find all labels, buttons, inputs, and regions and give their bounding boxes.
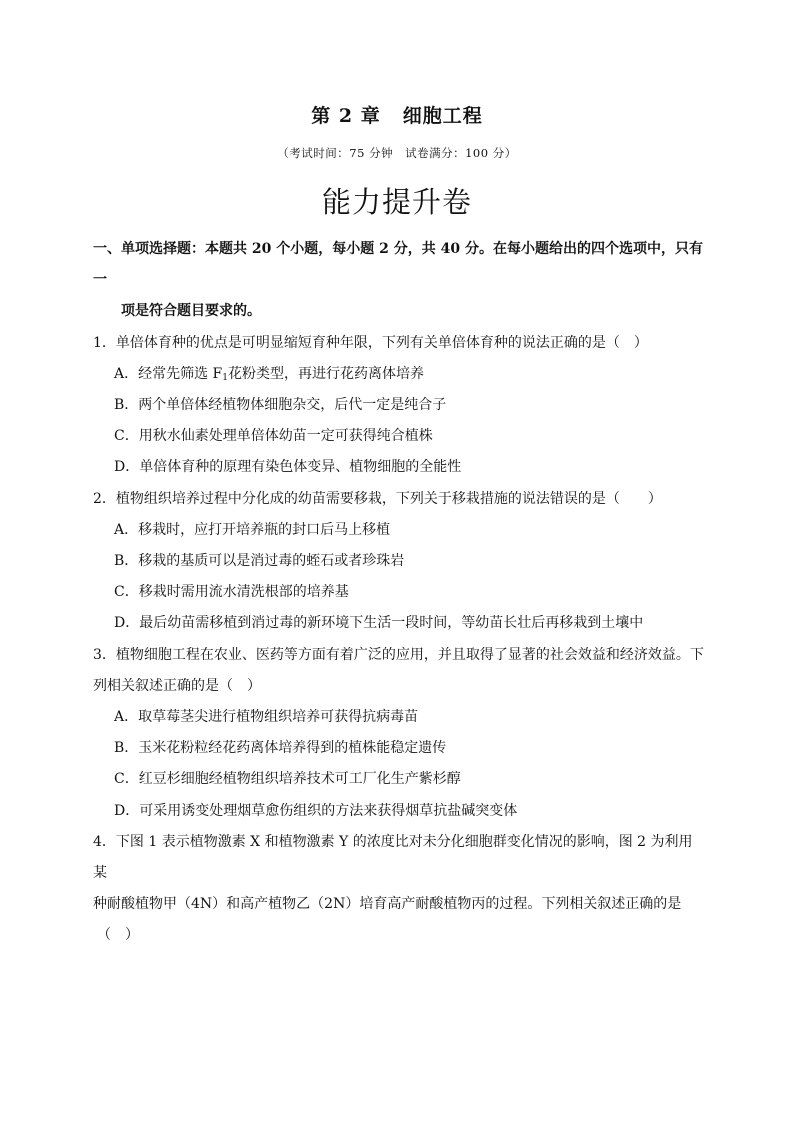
question-2 [93, 484, 705, 640]
question-3-option-b: B．玉米花粉粒经花药离体培养得到的植株能稳定遗传 [114, 740, 447, 757]
question-3-option-c: C．红豆杉细胞经植物组织培养技术可工厂化生产紫杉醇 [114, 771, 461, 788]
question-1-option-b: B．两个单倍体经植物体细胞杂交，后代一定是纯合子 [114, 397, 447, 414]
question-1 [93, 328, 705, 484]
question-content [93, 234, 705, 952]
question-1-option-d: D．单倍体育种的原理有染色体变异、植物细胞的全能性 [114, 459, 462, 476]
question-1-option-a [93, 359, 705, 390]
paper-title: 能力提升卷 [321, 185, 472, 219]
question-4-stem-line3: （ ） [97, 927, 139, 944]
exam-info: （考试时间：75 分钟 试卷满分：100 分） [277, 146, 517, 160]
option-a-text-pre: A．经常先筛选 F [114, 365, 223, 382]
section-heading-line1: 一、单项选择题：本题共 20 个小题，每小题 2 分，共 40 分。在每小题给出的四个选项中，只有一 [93, 241, 703, 289]
option-a-subscript: 1 [222, 372, 229, 383]
question-2-option-b: B．移栽的基质可以是消过毒的蛭石或者珍珠岩 [114, 553, 405, 570]
question-3 [93, 640, 705, 827]
question-2-stem: 2．植物组织培养过程中分化成的幼苗需要移栽，下列关于移栽措施的说法错误的是（ ） [93, 490, 662, 507]
question-3-stem-line2: 列相关叙述正确的是（ ） [93, 677, 261, 694]
question-4-stem-line1: 4．下图 1 表示植物激素 X 和植物激素 Y 的浓度比对未分化细胞群变化情况的影响，图 2 为利用某 [93, 833, 693, 882]
chapter-title [0, 101, 794, 128]
question-2-option-a: A．移栽时，应打开培养瓶的封口后马上移植 [114, 521, 391, 538]
question-4-stem-line2: 种耐酸植物甲（4N）和高产植物乙（2N）培育高产耐酸植物丙的过程。下列相关叙述正确的是 [93, 896, 682, 913]
question-2-option-c: C．移栽时需用流水清洗根部的培养基 [114, 584, 349, 601]
chapter-label: 第 2 章 [311, 105, 381, 127]
question-1-stem: 1．单倍体育种的优点是可明显缩短育种年限，下列有关单倍体育种的说法正确的是（ ） [93, 334, 648, 351]
question-3-stem-line1: 3．植物细胞工程在农业、医药等方面有着广泛的应用，并且取得了显著的社会效益和经济效益。下 [93, 646, 704, 663]
question-3-option-d: D．可采用诱变处理烟草愈伤组织的方法来获得烟草抗盐碱突变体 [114, 802, 518, 819]
question-3-stem [93, 640, 705, 702]
question-2-option-d: D．最后幼苗需移植到消过毒的新环境下生活一段时间，等幼苗长壮后再移栽到土壤中 [114, 615, 644, 632]
section-heading-line2: 项是符合题目要求的。 [121, 303, 261, 320]
question-4-stem [93, 827, 705, 952]
question-3-option-a: A．取草莓茎尖进行植物组织培养可获得抗病毒苗 [114, 709, 419, 726]
question-1-option-c: C．用秋水仙素处理单倍体幼苗一定可获得纯合植株 [114, 428, 433, 445]
question-4 [93, 827, 705, 952]
option-a-text-post: 花粉类型，再进行花药离体培养 [228, 365, 425, 382]
chapter-name: 细胞工程 [402, 105, 483, 127]
section-heading [93, 234, 705, 328]
